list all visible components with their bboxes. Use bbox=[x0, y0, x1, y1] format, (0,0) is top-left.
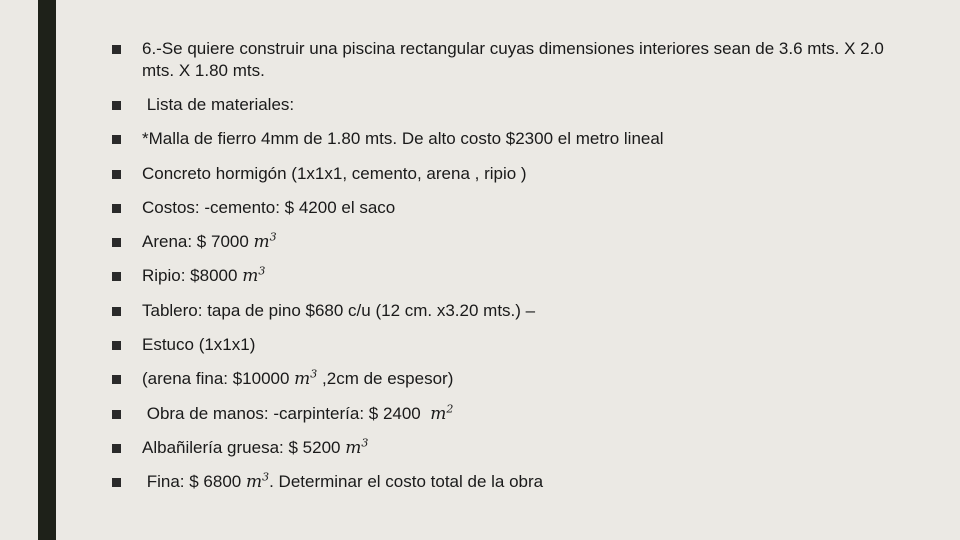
item-text: *Malla de fierro 4mm de 1.80 mts. De alto costo $2300 el metro lineal bbox=[142, 129, 664, 149]
item-text-post: . Determinar el costo total de la obra bbox=[269, 472, 544, 492]
unit-exponent: 3 bbox=[262, 470, 270, 484]
list-item bbox=[112, 403, 912, 425]
item-text-pre: Albañilería gruesa: $ 5200 bbox=[142, 437, 346, 457]
item-text-pre: Arena: $ 7000 bbox=[142, 232, 254, 252]
item-text: Estuco (1x1x1) bbox=[142, 335, 256, 355]
item-text-pre: (arena fina: $10000 bbox=[142, 369, 295, 389]
item-text: Lista de materiales: bbox=[142, 95, 295, 114]
bullet-square-icon bbox=[112, 170, 121, 179]
unit-symbol: m bbox=[242, 266, 259, 287]
bullet-square-icon bbox=[112, 272, 121, 281]
list-item bbox=[112, 128, 912, 150]
unit-exponent: 3 bbox=[269, 230, 277, 244]
item-text-pre: Fina: $ 6800 bbox=[142, 472, 246, 492]
item-text: Concreto hormigón (1x1x1, cemento, arena , ripio ) bbox=[142, 163, 527, 183]
bullet-square-icon bbox=[112, 135, 121, 144]
bullet-square-icon bbox=[112, 478, 121, 487]
bullet-square-icon bbox=[112, 45, 121, 54]
bullet-square-icon bbox=[112, 375, 121, 384]
item-text: Costos: -cemento: $ 4200 el saco bbox=[142, 197, 396, 217]
bullet-square-icon bbox=[112, 238, 121, 247]
list-item bbox=[112, 38, 912, 82]
unit-symbol: m bbox=[253, 232, 270, 253]
list-item bbox=[112, 300, 912, 322]
list-item bbox=[112, 368, 912, 390]
unit-symbol: m bbox=[294, 369, 311, 390]
bullet-square-icon bbox=[112, 204, 121, 213]
item-text: 6.-Se quiere construir una piscina rectangular cuyas dimensiones interiores sean de 3.6 mts. X 2.0 mts. X 1.80 mts. bbox=[142, 39, 884, 80]
bullet-square-icon bbox=[112, 307, 121, 316]
slide-bullet-list bbox=[112, 38, 912, 506]
bullet-square-icon bbox=[112, 101, 121, 110]
list-item bbox=[112, 197, 912, 219]
sidebar-accent-bar bbox=[38, 0, 56, 540]
unit-symbol: m bbox=[430, 403, 447, 424]
bullet-square-icon bbox=[112, 341, 121, 350]
bullet-square-icon bbox=[112, 410, 121, 419]
unit-exponent: 3 bbox=[361, 436, 369, 450]
unit-symbol: m bbox=[245, 472, 263, 493]
list-item bbox=[112, 94, 912, 116]
list-item bbox=[112, 265, 912, 287]
unit-symbol: m bbox=[345, 437, 362, 458]
item-text-pre: Obra de manos: -carpintería: $ 2400 bbox=[142, 403, 431, 423]
list-item bbox=[112, 163, 912, 185]
item-text-post: ,2cm de espesor) bbox=[317, 369, 454, 389]
unit-exponent: 2 bbox=[446, 402, 454, 416]
list-item bbox=[112, 437, 912, 459]
item-text: Tablero: tapa de pino $680 c/u (12 cm. x3.20 mts.) – bbox=[142, 300, 536, 320]
list-item bbox=[112, 231, 912, 253]
unit-exponent: 3 bbox=[310, 367, 318, 381]
bullet-square-icon bbox=[112, 444, 121, 453]
unit-exponent: 3 bbox=[258, 264, 266, 278]
list-item bbox=[112, 471, 912, 493]
item-text-pre: Ripio: $8000 bbox=[142, 266, 243, 286]
list-item bbox=[112, 334, 912, 356]
